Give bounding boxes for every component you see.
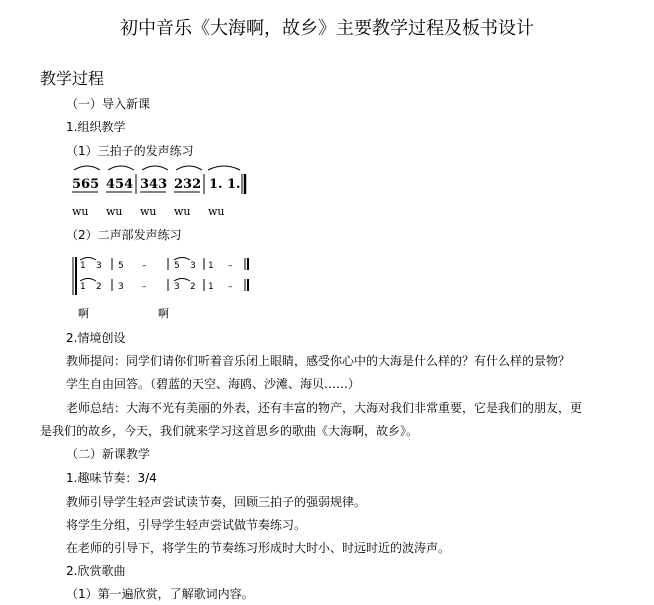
exercise1-lyric: wu [140, 205, 157, 218]
student-answer: 学生自由回答。（碧蓝的天空、海鸥、沙滩、海贝……） [66, 377, 361, 391]
exercise1-ending-1: 1. [209, 177, 223, 192]
exercise2-lyric: 啊 [158, 307, 169, 320]
part1-item2: 2.情境创设 [66, 331, 126, 345]
exercise2-lower-note: 2 [96, 282, 102, 292]
exercise1-lyric: wu [208, 205, 225, 218]
exercise2-upper-note: – [142, 261, 147, 271]
page-title: 初中音乐《大海啊，故乡》主要教学过程及板书设计 [120, 18, 534, 39]
exercise2-lower-note: 2 [190, 282, 196, 292]
exercise2-upper-note: 3 [190, 261, 196, 271]
part1-heading: （一）导入新课 [66, 97, 151, 111]
exercise1-ending-2: 1. [227, 177, 241, 192]
teacher-summary-line2: 是我们的故乡，今天，我们就来学习这首思乡的歌曲《大海啊，故乡》。 [40, 424, 419, 438]
part2-item1: 1.趣味节奏：3/4 [66, 471, 157, 485]
exercise1-lyric: wu [106, 205, 123, 218]
section-heading: 教学过程 [40, 69, 105, 88]
exercise1-group-2: 454 [106, 177, 134, 192]
exercise1-notation [72, 162, 262, 220]
exercise2-lower-note: 1 [80, 282, 86, 292]
exercise1-group-3: 343 [140, 177, 168, 192]
exercise1-lyric: wu [72, 205, 89, 218]
part2-line1: 教师引导学生轻声尝试读节奏，回顾三拍子的强弱规律。 [66, 495, 367, 509]
exercise2-lower-note: – [228, 282, 233, 292]
exercise2-upper-note: 5 [174, 261, 180, 271]
exercise2-lower-note: 3 [118, 282, 124, 292]
exercise2-notation [70, 255, 260, 325]
part1-item1: 1.组织教学 [66, 120, 126, 134]
exercise1-group-4: 232 [174, 177, 202, 192]
exercise2-upper-note: 3 [96, 261, 102, 271]
exercise2-upper-note: 1 [80, 261, 86, 271]
exercise1-lyric: wu [174, 205, 191, 218]
part2-heading: （二）新课教学 [66, 447, 151, 461]
exercise2-upper-note: – [228, 261, 233, 271]
exercise2-lower-note: 3 [174, 282, 180, 292]
exercise2-lower-note: 1 [208, 282, 214, 292]
teacher-summary-line1: 老师总结：大海不光有美丽的外表，还有丰富的物产，大海对我们非常重要，它是我们的朋友，更 [66, 401, 583, 415]
part2-sub1: （1）第一遍欣赏，了解歌词内容。 [66, 587, 254, 601]
exercise2-upper-note: 1 [208, 261, 214, 271]
part2-line3: 在老师的引导下，将学生的节奏练习形成时大时小、时远时近的波涛声。 [66, 541, 451, 555]
part1-sub2: （2）二声部发声练习 [66, 228, 182, 242]
teacher-question: 教师提问：同学们请你们听着音乐闭上眼睛，感受你心中的大海是什么样的？有什么样的景物？ [66, 354, 571, 368]
exercise2-lyric: 啊 [78, 307, 89, 320]
exercise1-group-1: 565 [72, 177, 100, 192]
exercise2-upper-note: 5 [118, 261, 124, 271]
part2-line2: 将学生分组，引导学生轻声尝试做节奏练习。 [66, 518, 307, 532]
part1-sub1: （1）三拍子的发声练习 [66, 144, 194, 158]
exercise2-lower-note: – [142, 282, 147, 292]
part2-item2: 2.欣赏歌曲 [66, 564, 126, 578]
